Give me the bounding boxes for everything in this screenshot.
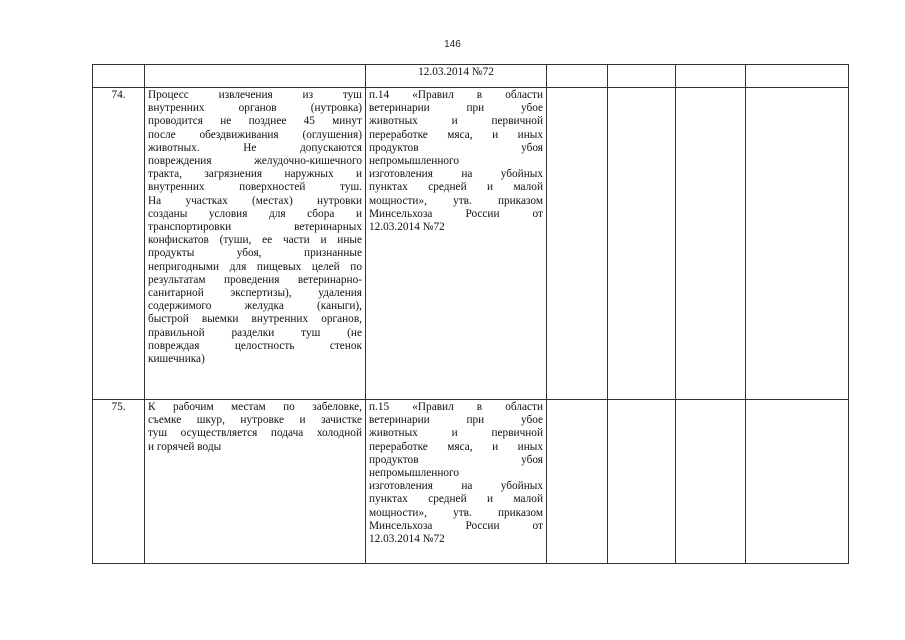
table-row [93, 88, 849, 400]
reference-text [369, 401, 543, 546]
cell-reference [366, 88, 547, 400]
text-line: непромышленного [369, 155, 460, 168]
text-line: п.14 «Правил в области [369, 89, 543, 101]
text-line: пунктах средней и малой [369, 493, 543, 506]
text-line: мощности», утв. приказом [369, 506, 543, 519]
text-line: продуктов убоя [369, 453, 543, 466]
cell-empty [547, 88, 608, 400]
cell-empty [547, 400, 608, 564]
table-row [93, 400, 849, 564]
text-line: результатам проведения ветеринарно- [148, 273, 362, 286]
cell-empty [608, 65, 676, 88]
text-line: конфискатов (туши, ее части и иные [148, 234, 362, 247]
requirement-text [148, 89, 362, 366]
text-line: изготовления на убойных [369, 168, 543, 181]
text-line: транспортировки ветеринарных [148, 221, 362, 234]
text-line: санитарной экспертизы), удаления [148, 287, 362, 300]
cell-reference [366, 400, 547, 564]
cell-empty [746, 65, 849, 88]
requirements-table [92, 64, 849, 564]
text-line: п.15 «Правил в области [369, 401, 543, 413]
text-line: животных. Не допускаются [148, 141, 362, 154]
text-line: 12.03.2014 №72 [369, 221, 445, 234]
text-line: кишечника) [148, 353, 205, 366]
text-line: тракта, загрязнения наружных и [148, 168, 362, 181]
page-number: 146 [444, 39, 461, 50]
cell-empty [746, 400, 849, 564]
cell-empty [608, 400, 676, 564]
reference-text: 12.03.2014 №72 [418, 66, 494, 78]
text-line: после обездвиживания (оглушения) [148, 128, 362, 141]
text-line: внутренних поверхностей туш. [148, 181, 362, 194]
text-line: внутренних органов (нутровка) [148, 102, 362, 115]
text-line: К рабочим местам по забеловке, [148, 401, 362, 413]
cell-requirement [145, 65, 366, 88]
text-line: ветеринарии при убое [369, 102, 543, 115]
cell-empty [676, 65, 746, 88]
text-line: правильной разделки туш (не [148, 326, 362, 339]
text-line: непригодными для пищевых целей по [148, 260, 362, 273]
text-line: животных и первичной [369, 427, 543, 440]
cell-empty [676, 88, 746, 400]
text-line: ветеринарии при убое [369, 414, 543, 427]
text-line: продуктов убоя [369, 141, 543, 154]
text-line: переработке мяса, и иных [369, 128, 543, 141]
text-line: переработке мяса, и иных [369, 440, 543, 453]
text-line: повреждая целостность стенок [148, 339, 362, 352]
cell-reference [366, 65, 547, 88]
text-line: 12.03.2014 №72 [369, 533, 445, 546]
cell-empty [746, 88, 849, 400]
cell-number: 75. [93, 400, 145, 564]
text-line: повреждения желудочно-кишечного [148, 155, 362, 168]
cell-requirement [145, 400, 366, 564]
text-line: туш осуществляется подача холодной [148, 427, 362, 440]
text-line: и горячей воды [148, 440, 222, 453]
text-line: пунктах средней и малой [369, 181, 543, 194]
text-line: быстрой выемки внутренних органов, [148, 313, 362, 326]
text-line: съемке шкур, нутровке и зачистке [148, 414, 362, 427]
cell-empty [547, 65, 608, 88]
requirement-text [148, 401, 362, 454]
text-line: проводится не позднее 45 минут [148, 115, 362, 128]
text-line: продукты убоя, признанные [148, 247, 362, 260]
text-line: животных и первичной [369, 115, 543, 128]
reference-text [369, 89, 543, 234]
text-line: непромышленного [369, 467, 460, 480]
text-line: содержимого желудка (каныги), [148, 300, 362, 313]
text-line: созданы условия для сбора и [148, 207, 362, 220]
text-line: Минсельхоза России от [369, 519, 543, 532]
text-line: мощности», утв. приказом [369, 194, 543, 207]
table-row-continued [93, 65, 849, 88]
text-line: изготовления на убойных [369, 480, 543, 493]
text-line: Минсельхоза России от [369, 207, 543, 220]
cell-number [93, 65, 145, 88]
text-line: Процесс извлечения из туш [148, 89, 362, 101]
cell-empty [608, 88, 676, 400]
cell-requirement [145, 88, 366, 400]
text-line: На участках (местах) нутровки [148, 194, 362, 207]
cell-empty [676, 400, 746, 564]
cell-number: 74. [93, 88, 145, 400]
